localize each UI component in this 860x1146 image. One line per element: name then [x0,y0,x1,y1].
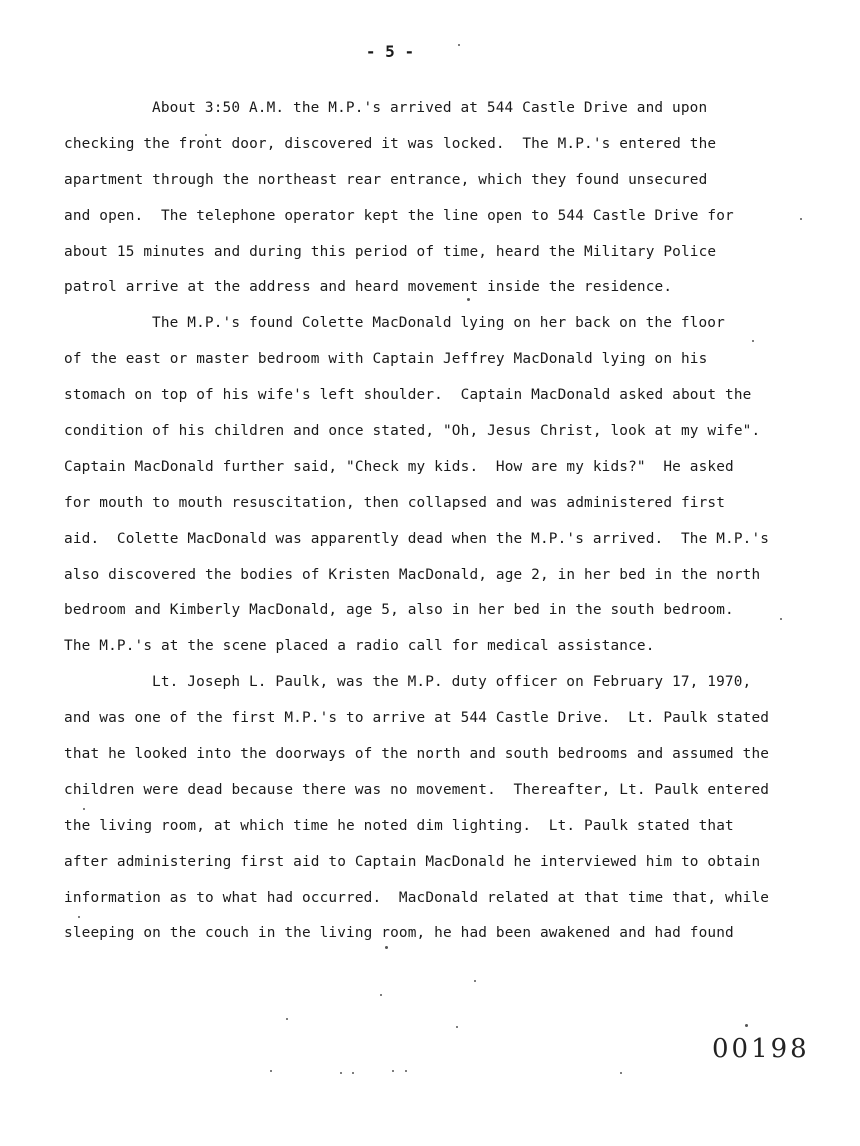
text-line: The M.P.'s at the scene placed a radio call for medical assistance. [64,638,655,655]
bates-number: 00198 [712,1034,810,1064]
text-line: sleeping on the couch in the living room, he had been awakened and had found [64,925,734,942]
text-line: about 15 minutes and during this period of time, heard the Military Police [64,243,717,260]
scan-speck [270,1070,272,1072]
text-line: children were dead because there was no movement. Thereafter, Lt. Paulk entered [64,781,770,798]
scan-speck [392,1070,394,1072]
scan-speck [385,946,388,949]
scan-speck [380,994,382,996]
text-line: stomach on top of his wife's left shoulder. Captain MacDonald asked about the [64,387,752,404]
scan-speck [780,618,782,620]
text-line: apartment through the northeast rear entrance, which they found unsecured [64,171,708,188]
scan-speck [340,1072,342,1074]
text-line: that he looked into the doorways of the north and south bedrooms and assumed the [64,746,770,763]
text-line: The M.P.'s found Colette MacDonald lying on her back on the floor [152,315,725,332]
text-line: the living room, at which time he noted dim lighting. Lt. Paulk stated that [64,817,734,834]
scan-speck [456,1026,458,1028]
scan-speck [78,916,80,918]
scan-speck [474,980,476,982]
text-line: aid. Colette MacDonald was apparently dead when the M.P.'s arrived. The M.P.'s [64,530,770,547]
scan-speck [286,1018,288,1020]
scan-speck [83,808,85,810]
scan-speck [620,1072,622,1074]
text-line: condition of his children and once stated, "Oh, Jesus Christ, look at my wife". [64,423,761,440]
text-line: About 3:50 A.M. the M.P.'s arrived at 544 Castle Drive and upon [152,100,708,116]
text-line: Lt. Joseph L. Paulk, was the M.P. duty officer on February 17, 1970, [152,674,752,691]
text-line: and open. The telephone operator kept the line open to 544 Castle Drive for [64,207,734,224]
text-line: and was one of the first M.P.'s to arrive at 544 Castle Drive. Lt. Paulk stated [64,710,770,727]
scan-speck [467,298,470,301]
scan-speck [205,134,207,136]
document-body [64,94,788,955]
text-line: patrol arrive at the address and heard movement inside the residence. [64,279,673,296]
text-line: also discovered the bodies of Kristen MacDonald, age 2, in her bed in the north [64,566,761,583]
scan-speck [458,44,460,46]
text-line: bedroom and Kimberly MacDonald, age 5, also in her bed in the south bedroom. [64,602,734,619]
text-line: for mouth to mouth resuscitation, then collapsed and was administered first [64,494,726,511]
scan-speck [752,340,754,342]
scan-speck [800,218,802,220]
page-number: - 5 - [365,42,415,61]
text-line: Captain MacDonald further said, "Check my kids. How are my kids?" He asked [64,458,734,475]
text-line: after administering first aid to Captain MacDonald he interviewed him to obtain [64,853,761,870]
scan-speck [745,1024,748,1027]
scan-speck [352,1072,354,1074]
text-line: of the east or master bedroom with Captain Jeffrey MacDonald lying on his [64,351,708,368]
text-line: information as to what had occurred. MacDonald related at that time that, while [64,889,770,906]
text-line: checking the front door, discovered it was locked. The M.P.'s entered the [64,135,717,152]
scan-speck [405,1070,407,1072]
